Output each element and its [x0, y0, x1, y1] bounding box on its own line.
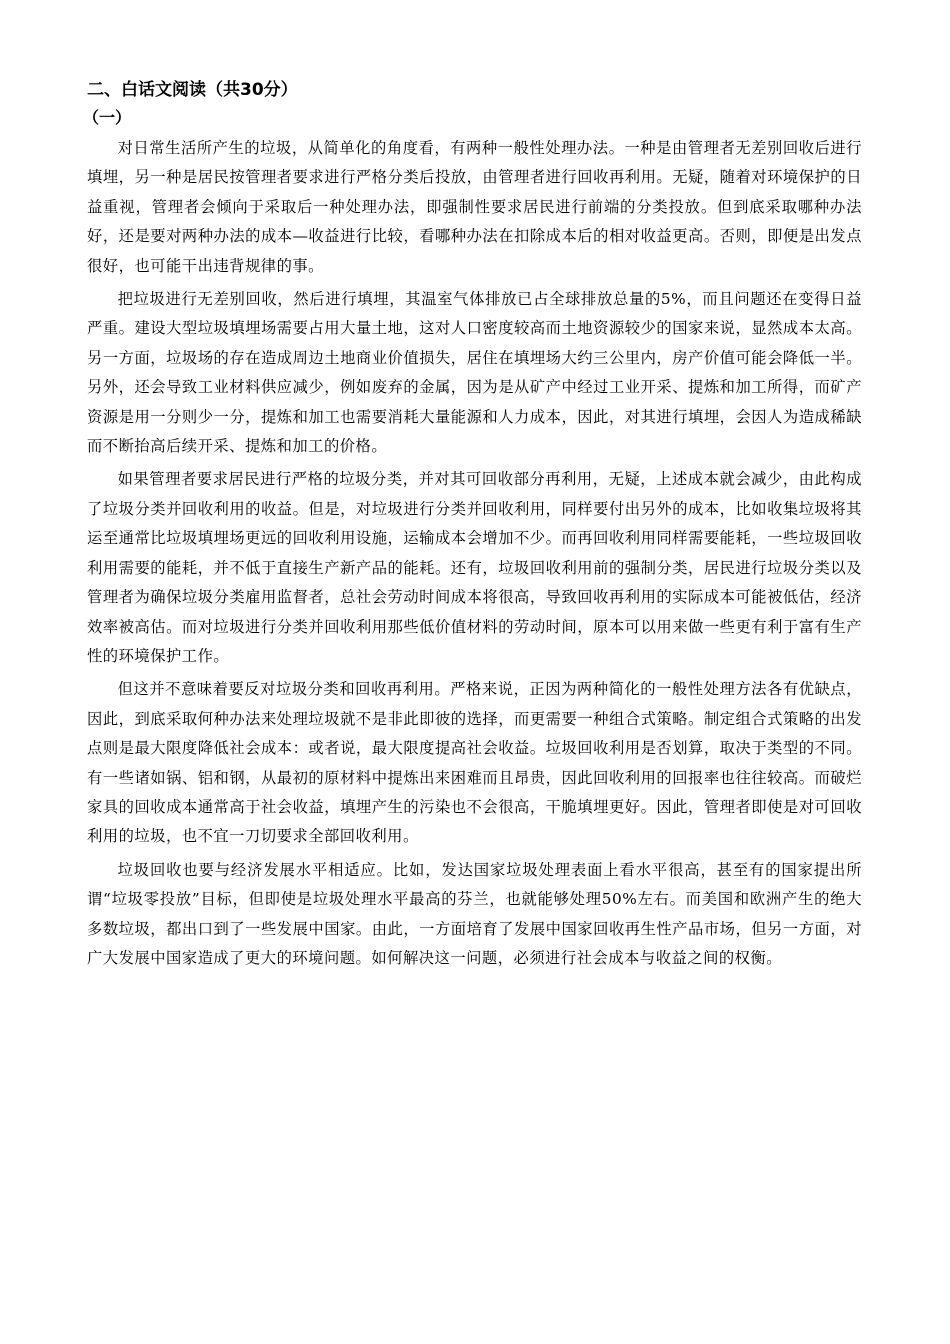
document-page: [83, 78, 862, 973]
section-heading: 二、白话文阅读（共30分）: [87, 80, 298, 100]
paragraph-2: 把垃圾进行无差别回收，然后进行填埋，其温室气体排放已占全球排放总量的5%，而且问题还在变得日益严重。建设大型垃圾填埋场需要占用大量土地，这对人口密度较高而土地资源较少的国家来说，显然成本太高。另一方面，垃圾场的存在造成周边土地商业价值损失，居住在填埋场大约三公里内，房产价值可能会降低一半。另外，还会导致工业材料供应减少，例如废弃的金属，因为是从矿产中经过工业开采、提炼和加工所得，而矿产资源是用一分则少一分，提炼和加工也需要消耗大量能源和人力成本，因此，对其进行填埋，会因人为造成稀缺而不断抬高后续开采、提炼和加工的价格。: [87, 290, 862, 456]
paragraph-3: 如果管理者要求居民进行严格的垃圾分类，并对其可回收部分再利用，无疑，上述成本就会减少，由此构成了垃圾分类并回收利用的收益。但是，对垃圾进行分类并回收利用，同样要付出另外的成本，比如收集垃圾将其运至通常比垃圾填埋场更远的回收利用设施，运输成本会增加不少。而再回收利用同样需要能耗，一些垃圾回收利用需要的能耗，并不低于直接生产新产品的能耗。还有，垃圾回收利用前的强制分类，居民进行垃圾分类以及管理者为确保垃圾分类雇用监督者，总社会劳动时间成本将很高，导致回收再利用的实际成本可能被低估，经济效率被高估。而对垃圾进行分类并回收利用那些低价值材料的劳动时间，原本可以用来做一些更有利于富有生产性的环境保护工作。: [87, 470, 862, 665]
paragraph-5: 垃圾回收也要与经济发展水平相适应。比如，发达国家垃圾处理表面上看水平很高，甚至有的国家提出所谓“垃圾零投放”目标，但即使是垃圾处理水平最高的芬兰，也就能够处理50%左右。而美国和欧洲产生的绝大多数垃圾，都出口到了一些发展中国家。由此，一方面培育了发展中国家回收再生性产品市场，但另一方面，对广大发展中国家造成了更大的环境问题。如何解决这一问题，必须进行社会成本与收益之间的权衡。: [87, 860, 862, 967]
paragraph-4: 但这并不意味着要反对垃圾分类和回收再利用。严格来说，正因为两种简化的一般性处理方法各有优缺点，因此，到底采取何种办法来处理垃圾就不是非此即彼的选择，而更需要一种组合式策略。制定组合式策略的出发点则是最大限度降低社会成本：或者说，最大限度提高社会收益。垃圾回收利用是否划算，取决于类型的不同。有一些诸如锅、铝和钢，从最初的原材料中提炼出来困难而且昂贵，因此回收利用的回报率也往往较高。而破烂家具的回收成本通常高于社会收益，填埋产生的污染也不会很高，干脆填埋更好。因此，管理者即使是对可回收利用的垃圾，也不宜一刀切要求全部回收利用。: [87, 680, 862, 846]
paragraph-1: 对日常生活所产生的垃圾，从简单化的角度看，有两种一般性处理办法。一种是由管理者无差别回收后进行填埋，另一种是居民按管理者要求进行严格分类后投放，由管理者进行回收再利用。无疑，随着对环境保护的日益重视，管理者会倾向于采取后一种处理办法，即强制性要求居民进行前端的分类投放。但到底采取哪种办法好，还是要对两种办法的成本—收益进行比较，看哪种办法在扣除成本后的相对收益更高。否则，即便是出发点很好，也可能干出违背规律的事。: [87, 139, 862, 275]
passage-number: （一）: [83, 108, 132, 127]
